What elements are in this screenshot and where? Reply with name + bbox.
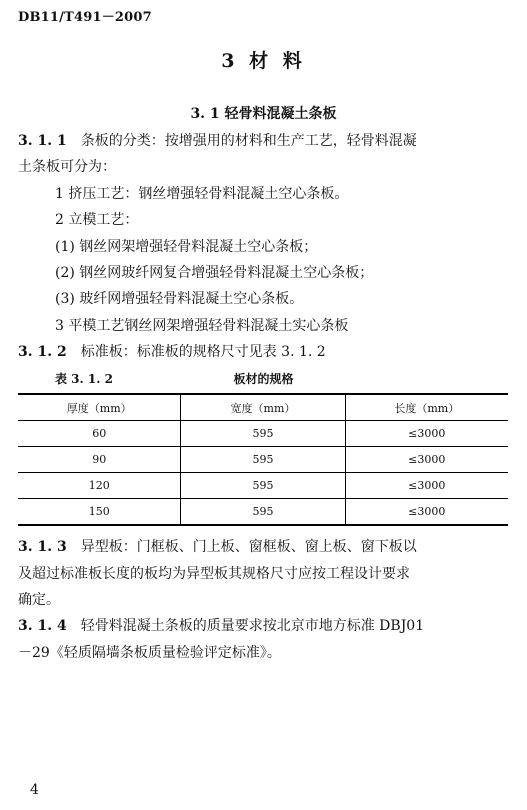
table-row: [18, 447, 508, 473]
table-cell: 595: [181, 473, 345, 499]
list-item: (1) 钢丝网架增强轻骨料混凝土空心条板；: [55, 239, 318, 255]
table-cell: ≤3000: [345, 421, 508, 447]
page-number: 4: [30, 782, 39, 798]
clause-3-1-1-line-1: [18, 130, 417, 150]
table-cell: 595: [181, 421, 345, 447]
column-header-width: 宽度（mm）: [181, 394, 345, 421]
clause-number: 3. 1. 2: [18, 344, 67, 360]
table-row: [18, 421, 508, 447]
table-title: 板材的规格: [233, 372, 294, 386]
clause-3-1-2: [18, 341, 326, 361]
clause-text: 标准板：标准板的规格尺寸见表 3. 1. 2: [80, 344, 326, 360]
table-cell: 595: [181, 499, 345, 526]
table-row: [18, 473, 508, 499]
table-cell: 595: [181, 447, 345, 473]
clause-number: 3. 1. 4: [18, 618, 67, 634]
chapter-title: 3 材 料: [221, 50, 306, 72]
list-item: 3 平模工艺钢丝网架增强轻骨料混凝土实心条板: [55, 318, 349, 334]
clause-3-1-3-line-1: [18, 536, 417, 556]
table-cell: 60: [18, 421, 181, 447]
column-header-length: 长度（mm）: [345, 394, 508, 421]
clause-3-1-3-line-3: 确定。: [18, 592, 60, 608]
table-cell: ≤3000: [345, 447, 508, 473]
table-cell: 120: [18, 473, 181, 499]
table-label: 表 3. 1. 2: [55, 372, 113, 386]
list-item: 2 立模工艺：: [55, 212, 139, 228]
clause-3-1-3-line-2: 及超过标准板长度的板均为异型板其规格尺寸应按工程设计要求: [18, 566, 410, 582]
table-cell: ≤3000: [345, 473, 508, 499]
table-cell: 90: [18, 447, 181, 473]
clause-number: 3. 1. 3: [18, 539, 67, 555]
column-header-thickness: 厚度（mm）: [18, 394, 181, 421]
table-cell: ≤3000: [345, 499, 508, 526]
clause-text: 条板的分类：按增强用的材料和生产工艺，轻骨料混凝: [80, 133, 417, 149]
spec-table: [18, 393, 508, 526]
table-row: [18, 499, 508, 526]
list-item: (3) 玻纤网增强轻骨料混凝土空心条板。: [55, 291, 304, 307]
clause-text: 异型板：门框板、门上板、窗框板、窗上板、窗下板以: [80, 539, 417, 555]
clause-number: 3. 1. 1: [18, 133, 67, 149]
clause-text: 轻骨料混凝土条板的质量要求按北京市地方标准 DBJ01: [80, 618, 425, 634]
list-item: (2) 钢丝网玻纤网复合增强轻骨料混凝土空心条板；: [55, 265, 374, 281]
document-code: DB11/T491－2007: [18, 10, 152, 25]
clause-3-1-1-line-2: 土条板可分为：: [18, 159, 116, 175]
table-header-row: [18, 394, 508, 421]
section-title: 3. 1 轻骨料混凝土条板: [190, 106, 337, 122]
table-cell: 150: [18, 499, 181, 526]
clause-3-1-4-line-1: [18, 615, 424, 635]
list-item: 1 挤压工艺：钢丝增强轻骨料混凝土空心条板。: [55, 186, 349, 202]
clause-3-1-4-line-2: －29《轻质隔墙条板质量检验评定标准》。: [18, 645, 281, 661]
